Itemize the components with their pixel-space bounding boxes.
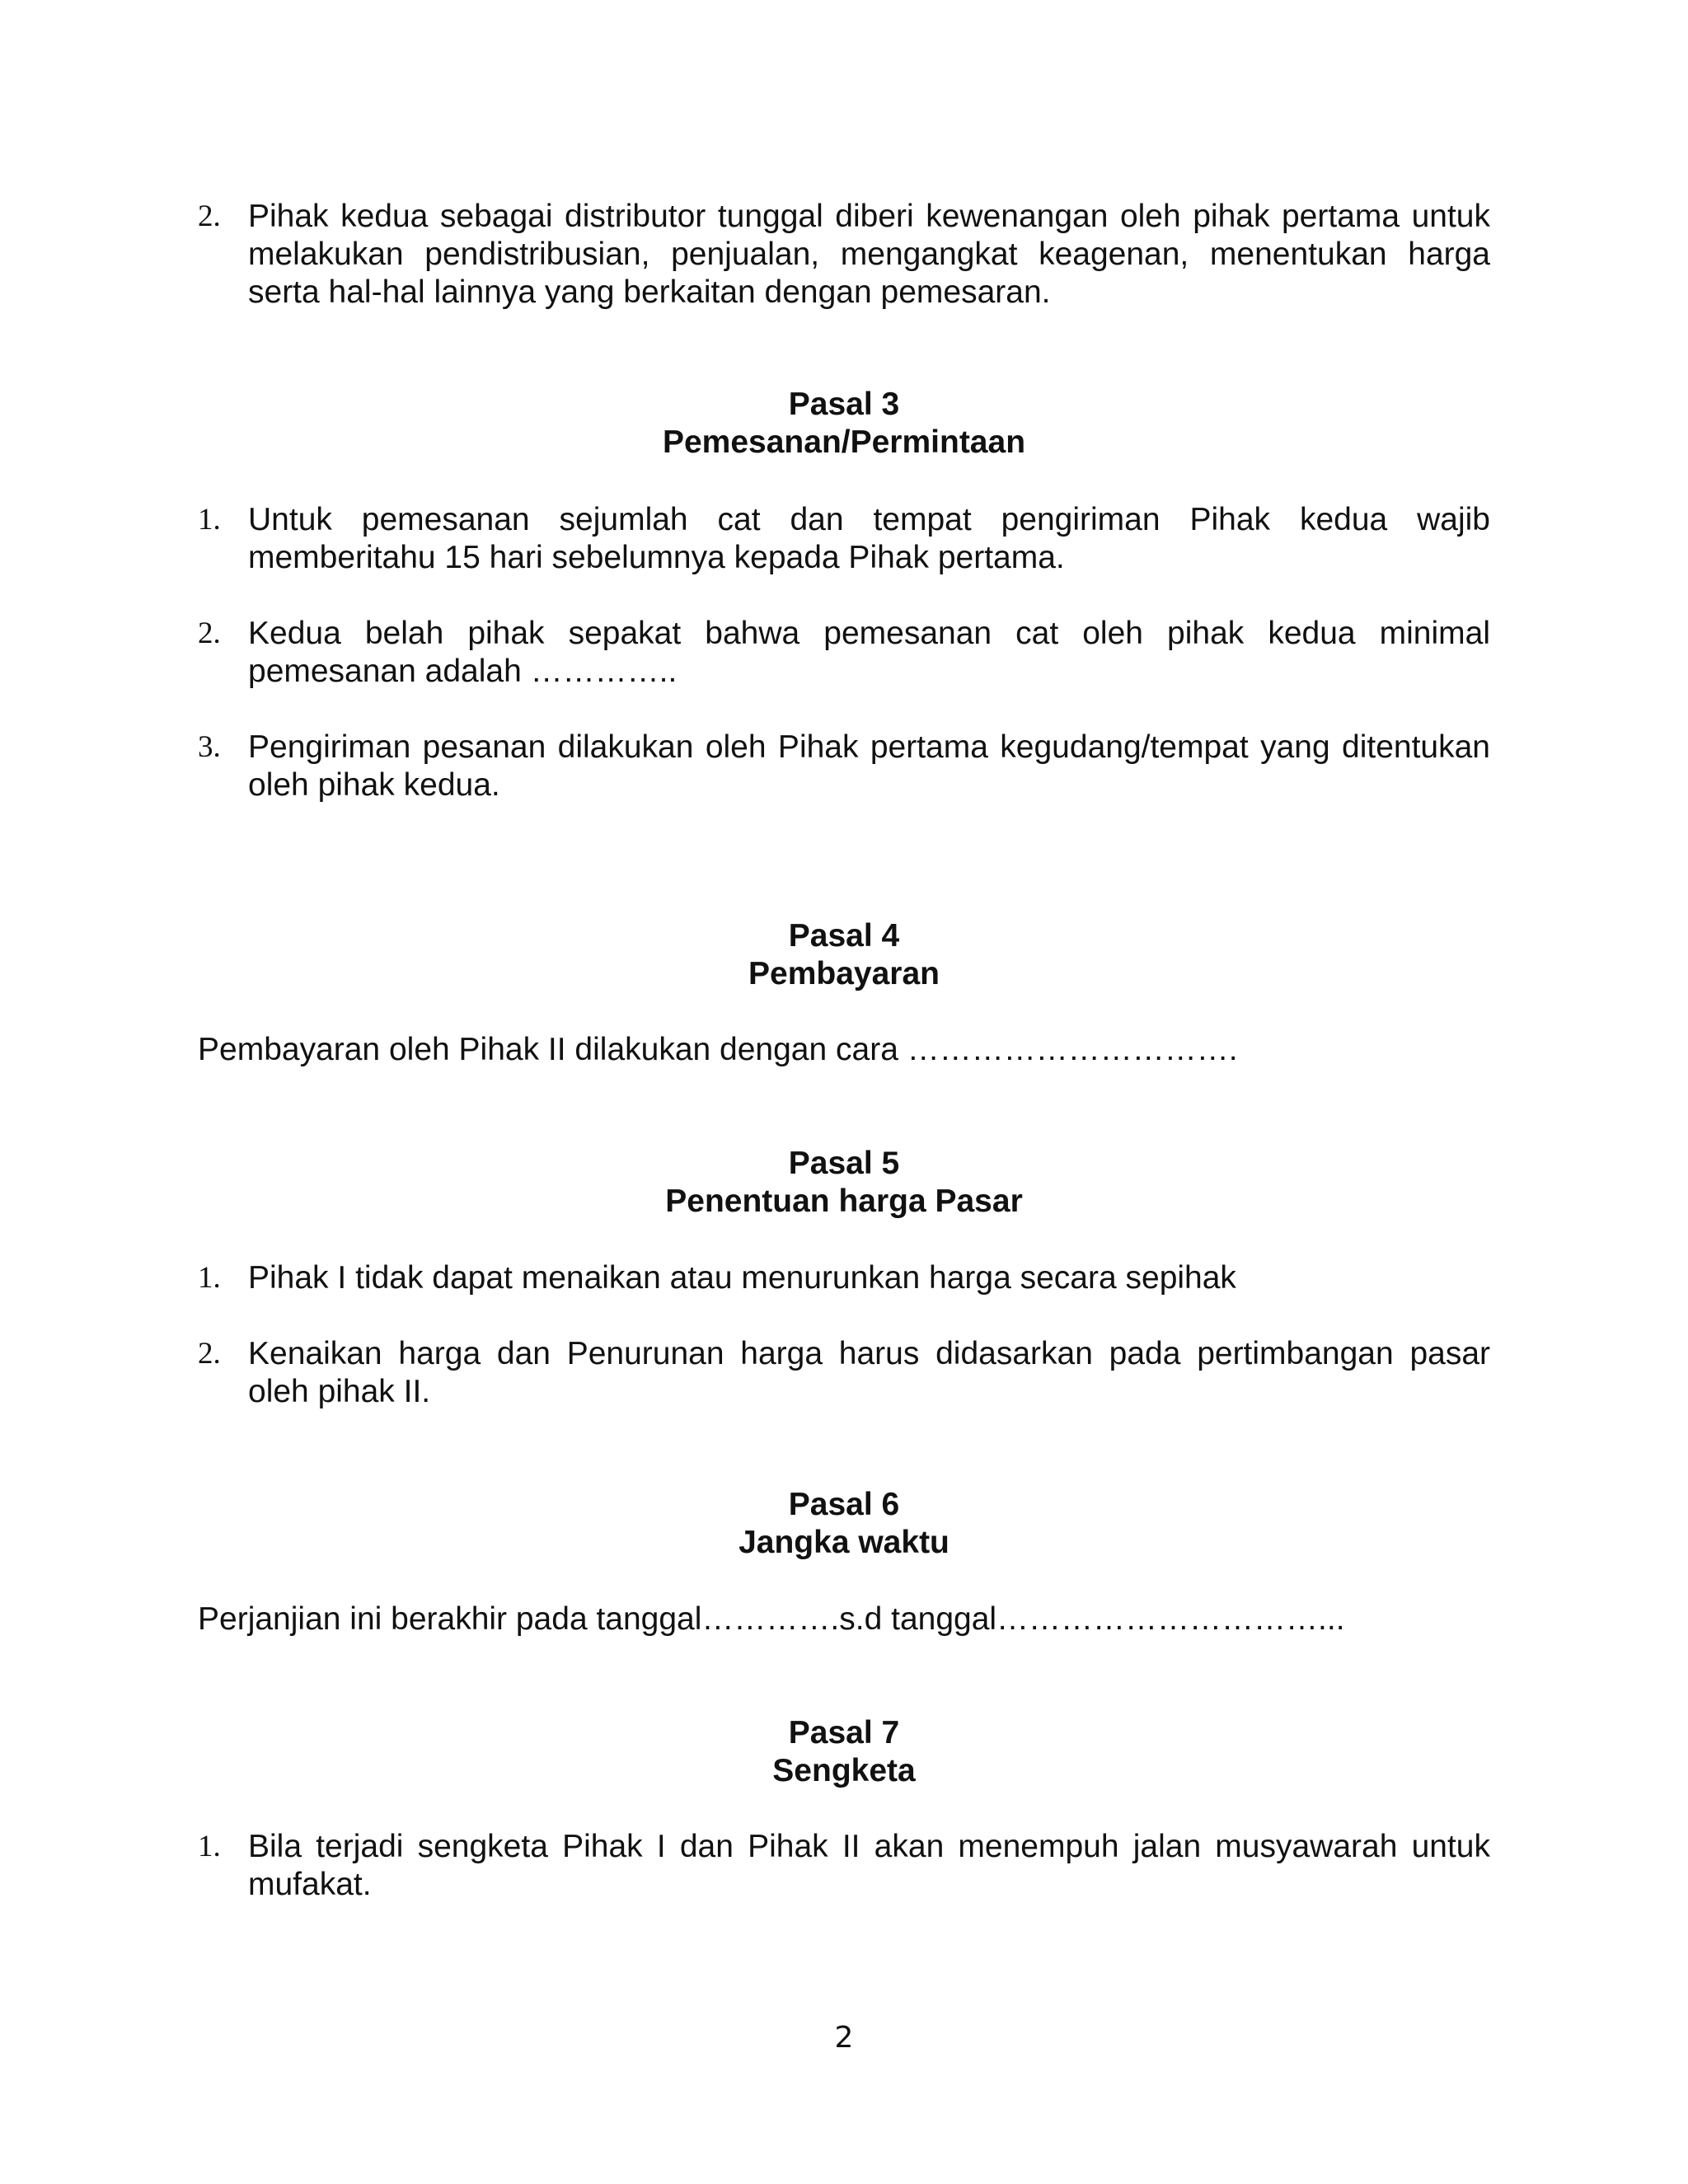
section-number: Pasal 7	[788, 1715, 900, 1750]
section-heading-pasal-6	[0, 1486, 1688, 1562]
list-item	[198, 615, 1490, 691]
section-heading-pasal-3	[0, 386, 1688, 462]
list-item-number: 2.	[198, 1337, 221, 1371]
section-heading-pasal-7	[0, 1714, 1688, 1790]
list-item	[198, 501, 1490, 577]
list-item-number: 1.	[198, 1830, 221, 1863]
section-title: Sengketa	[772, 1753, 916, 1788]
list-item	[198, 1828, 1490, 1904]
list-item-text: Untuk pemesanan sejumlah cat dan tempat pengiriman Pihak kedua wajib memberitahu 15 hari sebelumnya kepada Pihak pertama.	[248, 502, 1490, 575]
list-item-text: Pihak I tidak dapat menaikan atau menurunkan harga secara sepihak	[248, 1260, 1236, 1296]
section-title: Pemesanan/Permintaan	[662, 424, 1026, 460]
list-item-number: 1.	[198, 1261, 221, 1295]
list-item-number: 2.	[198, 199, 221, 233]
list-item-text: Kedua belah pihak sepakat bahwa pemesanan cat oleh pihak kedua minimal pemesanan adalah …………..	[248, 616, 1490, 689]
list-item	[198, 729, 1490, 804]
section-title: Jangka waktu	[738, 1525, 950, 1560]
section-paragraph: Pembayaran oleh Pihak II dilakukan dengan cara ………………………….	[198, 1032, 1238, 1067]
list-item	[198, 1259, 1490, 1297]
list-item-number: 3.	[198, 730, 221, 764]
list-item-text: Pengiriman pesanan dilakukan oleh Pihak pertama kegudang/tempat yang ditentukan oleh pihak kedua.	[248, 729, 1490, 803]
section-number: Pasal 4	[788, 918, 900, 954]
section-paragraph: Perjanjian ini berakhir pada tanggal………….s.d tanggal…………………………...	[198, 1601, 1345, 1637]
list-item-number: 1.	[198, 503, 221, 537]
section-heading-pasal-4	[0, 917, 1688, 993]
section-number: Pasal 5	[788, 1146, 900, 1181]
list-item-text: Bila terjadi sengketa Pihak I dan Pihak II akan menempuh jalan musyawarah untuk mufakat.	[248, 1829, 1490, 1902]
section-heading-pasal-5	[0, 1145, 1688, 1221]
list-item-text: Pihak kedua sebagai distributor tunggal diberi kewenangan oleh pihak pertama untuk melakukan pendistribusian, penjualan, mengangkat keagenan, menentukan harga serta hal-hal lainnya yang berkaitan dengan pemesaran.	[248, 199, 1490, 310]
list-item-text: Kenaikan harga dan Penurunan harga harus didasarkan pada pertimbangan pasar oleh pihak II.	[248, 1336, 1490, 1409]
page-number: 2	[834, 2021, 854, 2055]
section-title: Pembayaran	[748, 956, 940, 991]
list-item-number: 2.	[198, 616, 221, 650]
section-number: Pasal 6	[788, 1487, 900, 1522]
section-number: Pasal 3	[788, 387, 900, 422]
list-item	[198, 198, 1490, 312]
section-title: Penentuan harga Pasar	[665, 1183, 1023, 1219]
list-item	[198, 1335, 1490, 1411]
